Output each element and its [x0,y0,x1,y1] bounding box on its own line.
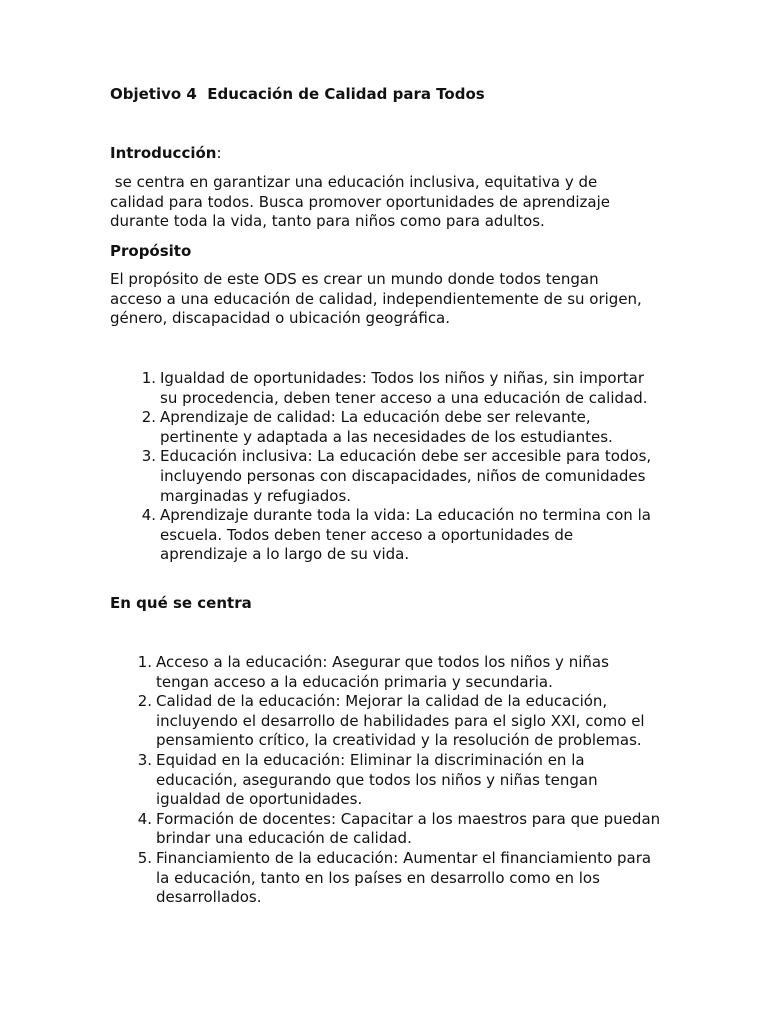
list-item-text: Financiamiento de la educación: Aumentar el financiamiento para la educación, tanto en los países en desarrollo como en los desarrollados. [156,848,652,907]
list-item-text: Calidad de la educación: Mejorar la calidad de la educación, incluyendo el desarrollo de habilidades para el siglo XXI, como el pensamiento crítico, la creatividad y la resolución de problemas. [156,692,645,750]
list-item-number: 2. [141,408,156,427]
focus-heading: En qué se centra [110,594,252,612]
focus-list [137,653,662,908]
intro-heading-text: Introducción [110,144,217,162]
list-item [141,408,658,447]
purpose-paragraph: El propósito de este ODS es crear un mundo donde todos tengan acceso a una educación de calidad, independientemente de su origen, género, discapacidad o ubicación geográfica. [110,270,642,328]
list-item-text: Formación de docentes: Capacitar a los maestros para que puedan brindar una educación de calidad. [156,809,661,848]
intro-paragraph: se centra en garantizar una educación inclusiva, equitativa y de calidad para todos. Busca promover oportunidades de aprendizaje durante toda la vida, tanto para niños como para adultos. [110,173,615,231]
list-item-number: 4. [137,809,152,828]
list-item [137,750,662,810]
list-item-text: Aprendizaje durante toda la vida: La educación no termina con la escuela. Todos deben tener acceso a oportunidades de aprendizaje a lo largo de su vida. [160,506,651,564]
purpose-list [141,369,658,565]
document-title: Objetivo 4 Educación de Calidad para Todos [110,85,485,103]
list-item-number: 2. [137,692,152,711]
list-item-text: Acceso a la educación: Asegurar que todos los niños y niñas tengan acceso a la educación primaria y secundaria. [156,653,609,691]
list-item [137,848,662,908]
list-item-number: 1. [137,653,152,671]
list-item-number: 1. [141,369,156,387]
list-item-number: 4. [141,506,156,525]
list-item-text: Aprendizaje de calidad: La educación debe ser relevante, pertinente y adaptada a las necesidades de los estudiantes. [160,408,613,446]
list-item [137,809,662,849]
list-item-text: Educación inclusiva: La educación debe ser accesible para todos, incluyendo personas con discapacidades, niños de comunidades marginadas y refugiados. [160,447,652,505]
list-item-text: Igualdad de oportunidades: Todos los niños y niñas, sin importar su procedencia, deben tener acceso a una educación de calidad. [160,369,648,407]
list-item [141,447,658,506]
list-item-number: 3. [137,750,152,769]
list-item [141,369,658,408]
list-item [137,692,662,751]
intro-heading-colon: : [216,144,222,162]
purpose-heading: Propósito [110,242,192,260]
list-item-number: 3. [141,447,156,466]
list-item-text: Equidad en la educación: Eliminar la discriminación en la educación, asegurando que todos los niños y niñas tengan igualdad de oportunidades. [156,750,598,809]
list-item [137,653,662,692]
intro-heading [110,143,222,163]
list-item [141,506,658,565]
list-item-number: 5. [137,848,152,867]
